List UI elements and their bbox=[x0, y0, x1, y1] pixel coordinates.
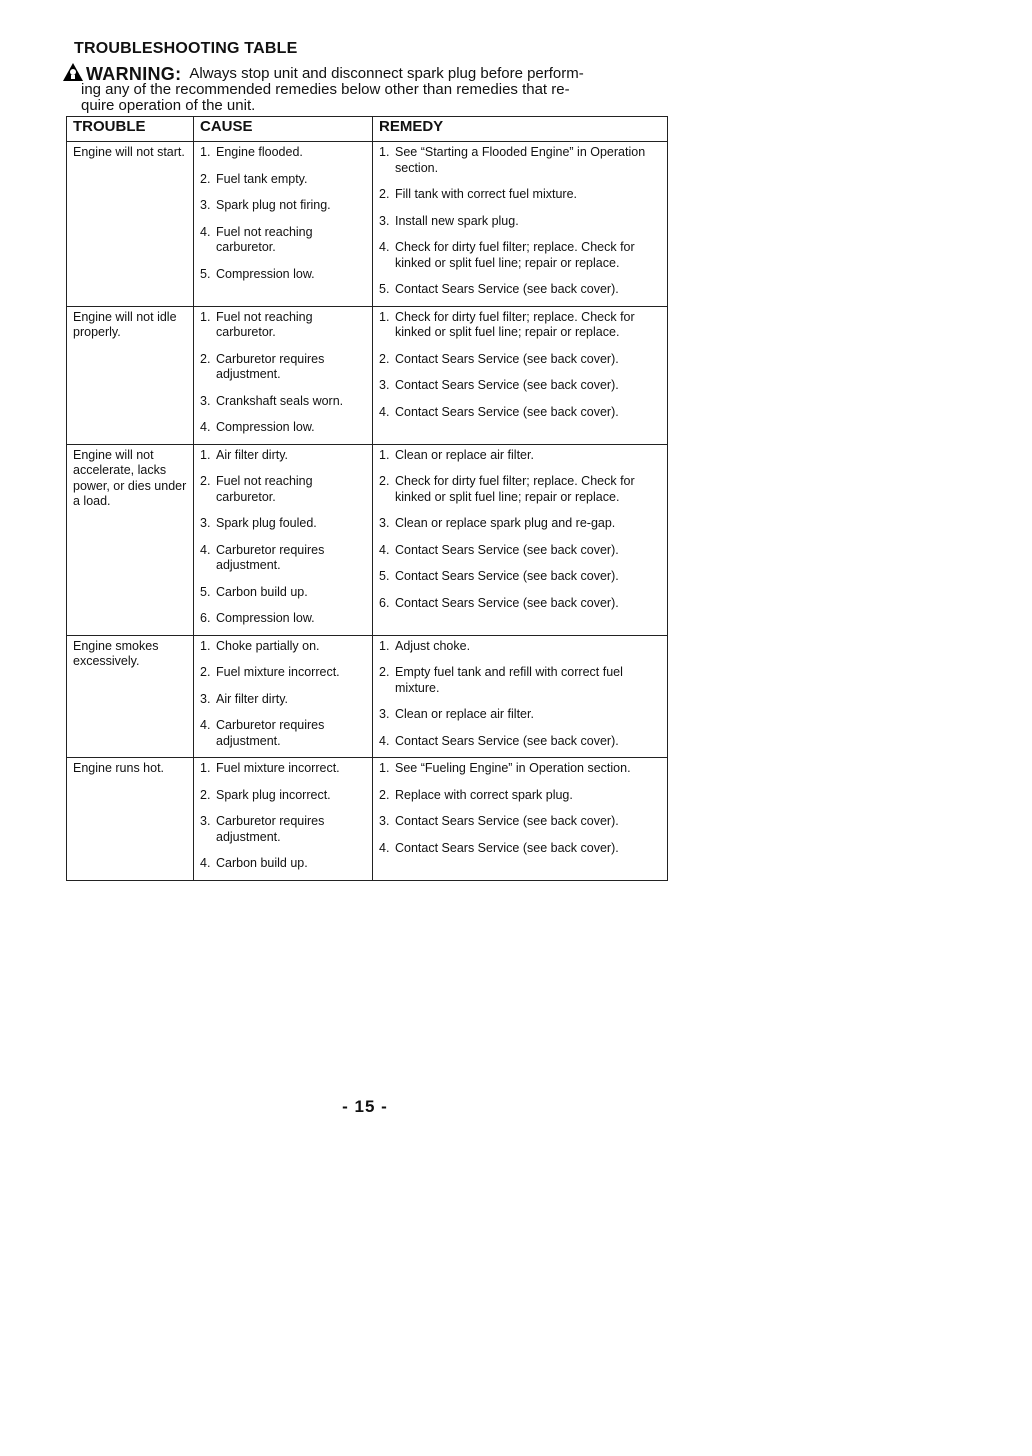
item-text: Empty fuel tank and refill with correct fuel mixture. bbox=[395, 665, 623, 695]
item-number: 1. bbox=[200, 145, 211, 159]
remedy-cell bbox=[373, 758, 668, 881]
warning-triangle-icon bbox=[62, 62, 84, 82]
item-number: 4. bbox=[379, 840, 390, 855]
item-number: 4. bbox=[200, 542, 211, 557]
item-text: Contact Sears Service (see back cover). bbox=[395, 378, 619, 392]
section-heading: TROUBLESHOOTING TABLE bbox=[74, 40, 298, 57]
item-number: 2. bbox=[200, 351, 211, 366]
item-text: Carburetor requires adjustment. bbox=[216, 814, 325, 844]
cause-item bbox=[200, 543, 366, 574]
cause-cell bbox=[194, 758, 373, 881]
item-number: 5. bbox=[200, 266, 211, 281]
item-text: Contact Sears Service (see back cover). bbox=[395, 542, 619, 557]
remedy-item bbox=[379, 788, 661, 804]
cause-item bbox=[200, 639, 366, 655]
item-text: Clean or replace spark plug and re-gap. bbox=[395, 516, 616, 530]
item-text: Compression low. bbox=[216, 420, 315, 434]
remedy-item bbox=[379, 187, 661, 203]
item-text: Choke partially on. bbox=[216, 638, 320, 653]
cause-item bbox=[200, 761, 366, 777]
remedy-item bbox=[379, 282, 661, 298]
remedy-item bbox=[379, 310, 661, 341]
cause-item bbox=[200, 267, 366, 283]
item-text: Replace with correct spark plug. bbox=[395, 787, 573, 802]
item-number: 3. bbox=[200, 691, 211, 706]
item-number: 2. bbox=[200, 171, 211, 186]
item-number: 3. bbox=[200, 198, 211, 212]
item-number: 1. bbox=[200, 761, 211, 775]
cause-cell bbox=[194, 635, 373, 758]
cause-item bbox=[200, 448, 366, 464]
item-number: 1. bbox=[379, 145, 390, 159]
remedy-item bbox=[379, 665, 661, 696]
item-text: Contact Sears Service (see back cover). bbox=[395, 351, 619, 366]
item-text: Contact Sears Service (see back cover). bbox=[395, 840, 619, 855]
item-text: Clean or replace air filter. bbox=[395, 447, 534, 462]
remedy-item bbox=[379, 761, 661, 777]
item-number: 3. bbox=[200, 393, 211, 408]
item-number: 2. bbox=[200, 474, 211, 488]
item-text: See “Starting a Flooded Engine” in Operation section. bbox=[395, 145, 646, 175]
cause-item bbox=[200, 474, 366, 505]
cause-item bbox=[200, 856, 366, 872]
item-number: 4. bbox=[379, 240, 390, 254]
remedy-item bbox=[379, 516, 661, 532]
item-number: 2. bbox=[379, 665, 390, 679]
item-text: Carburetor requires adjustment. bbox=[216, 542, 325, 572]
item-text: Contact Sears Service (see back cover). bbox=[395, 814, 619, 828]
item-number: 3. bbox=[379, 213, 390, 228]
item-text: Check for dirty fuel filter; replace. Check for kinked or split fuel line; repair or replace. bbox=[395, 240, 635, 270]
cause-item bbox=[200, 310, 366, 341]
remedy-item bbox=[379, 145, 661, 176]
cause-item bbox=[200, 420, 366, 436]
remedy-item bbox=[379, 474, 661, 505]
warning-text-line2: ing any of the recommended remedies below other than remedies that re- bbox=[81, 81, 570, 98]
item-text: Compression low. bbox=[216, 266, 315, 281]
header-cause: CAUSE bbox=[194, 117, 373, 142]
cause-item bbox=[200, 788, 366, 804]
remedy-cell bbox=[373, 306, 668, 444]
item-text: Clean or replace air filter. bbox=[395, 707, 534, 721]
item-text: Carbon build up. bbox=[216, 584, 308, 599]
trouble-cell: Engine will not idle properly. bbox=[67, 306, 194, 444]
troubleshooting-table bbox=[66, 116, 668, 881]
cause-item bbox=[200, 145, 366, 161]
item-text: Contact Sears Service (see back cover). bbox=[395, 569, 619, 583]
item-text: Adjust choke. bbox=[395, 638, 471, 653]
trouble-cell: Engine will not accelerate, lacks power, or dies under a load. bbox=[67, 444, 194, 635]
cause-cell bbox=[194, 444, 373, 635]
table-row bbox=[67, 635, 668, 758]
trouble-cell: Engine runs hot. bbox=[67, 758, 194, 881]
item-number: 4. bbox=[200, 420, 211, 434]
cause-item bbox=[200, 611, 366, 627]
remedy-cell bbox=[373, 444, 668, 635]
item-number: 3. bbox=[379, 814, 390, 828]
item-text: Air filter dirty. bbox=[216, 691, 288, 706]
warning-text-line1: Always stop unit and disconnect spark plug before perform- bbox=[189, 65, 584, 82]
item-text: Carbon build up. bbox=[216, 856, 308, 870]
item-text: Contact Sears Service (see back cover). bbox=[395, 282, 619, 296]
table-body bbox=[67, 142, 668, 881]
table-header-row bbox=[67, 117, 668, 142]
remedy-item bbox=[379, 639, 661, 655]
item-text: Contact Sears Service (see back cover). bbox=[395, 595, 619, 610]
item-text: Crankshaft seals worn. bbox=[216, 393, 344, 408]
item-number: 3. bbox=[200, 814, 211, 828]
cause-item bbox=[200, 394, 366, 410]
header-remedy: REMEDY bbox=[373, 117, 668, 142]
item-text: Fill tank with correct fuel mixture. bbox=[395, 187, 577, 201]
item-number: 5. bbox=[379, 282, 390, 296]
item-text: Fuel not reaching carburetor. bbox=[216, 309, 313, 339]
item-number: 1. bbox=[200, 309, 211, 324]
item-text: Spark plug not firing. bbox=[216, 198, 331, 212]
item-text: Compression low. bbox=[216, 611, 315, 625]
item-number: 3. bbox=[379, 516, 390, 530]
item-text: Spark plug incorrect. bbox=[216, 787, 331, 802]
cause-item bbox=[200, 172, 366, 188]
item-text: Air filter dirty. bbox=[216, 447, 288, 462]
item-number: 2. bbox=[379, 474, 390, 488]
item-number: 4. bbox=[200, 856, 211, 870]
item-text: Contact Sears Service (see back cover). bbox=[395, 404, 619, 419]
cause-item bbox=[200, 516, 366, 532]
item-text: Carburetor requires adjustment. bbox=[216, 351, 325, 381]
warning-label: WARNING: bbox=[86, 64, 182, 84]
remedy-cell bbox=[373, 142, 668, 307]
item-number: 4. bbox=[200, 718, 211, 732]
item-text: Fuel tank empty. bbox=[216, 171, 308, 186]
item-number: 3. bbox=[379, 378, 390, 392]
item-text: Install new spark plug. bbox=[395, 213, 519, 228]
table-row bbox=[67, 758, 668, 881]
warning-text-line3: quire operation of the unit. bbox=[81, 97, 256, 114]
item-text: See “Fueling Engine” in Operation section. bbox=[395, 761, 631, 775]
item-number: 1. bbox=[379, 309, 390, 324]
trouble-cell: Engine will not start. bbox=[67, 142, 194, 307]
item-number: 2. bbox=[200, 665, 211, 679]
cause-item bbox=[200, 585, 366, 601]
remedy-item bbox=[379, 405, 661, 421]
header-trouble: TROUBLE bbox=[67, 117, 194, 142]
remedy-item bbox=[379, 734, 661, 750]
cause-item bbox=[200, 198, 366, 214]
item-number: 1. bbox=[379, 761, 390, 775]
remedy-item bbox=[379, 448, 661, 464]
table-row bbox=[67, 444, 668, 635]
remedy-item bbox=[379, 596, 661, 612]
item-number: 1. bbox=[379, 447, 390, 462]
remedy-item bbox=[379, 214, 661, 230]
item-number: 5. bbox=[379, 569, 390, 583]
item-number: 3. bbox=[200, 516, 211, 530]
item-text: Fuel mixture incorrect. bbox=[216, 665, 340, 679]
item-number: 4. bbox=[200, 224, 211, 239]
item-number: 5. bbox=[200, 584, 211, 599]
cause-item bbox=[200, 225, 366, 256]
cause-cell bbox=[194, 306, 373, 444]
item-text: Spark plug fouled. bbox=[216, 516, 317, 530]
remedy-item bbox=[379, 841, 661, 857]
page-number: - 15 - bbox=[342, 1097, 388, 1116]
item-text: Carburetor requires adjustment. bbox=[216, 718, 325, 748]
item-number: 2. bbox=[379, 187, 390, 201]
item-number: 1. bbox=[200, 447, 211, 462]
remedy-item bbox=[379, 814, 661, 830]
item-number: 2. bbox=[379, 787, 390, 802]
cause-item bbox=[200, 692, 366, 708]
warning-notice bbox=[62, 62, 652, 114]
cause-item bbox=[200, 718, 366, 749]
item-number: 2. bbox=[379, 351, 390, 366]
cause-cell bbox=[194, 142, 373, 307]
cause-item bbox=[200, 665, 366, 681]
item-number: 6. bbox=[379, 595, 390, 610]
remedy-item bbox=[379, 707, 661, 723]
item-text: Check for dirty fuel filter; replace. Check for kinked or split fuel line; repair or replace. bbox=[395, 309, 635, 339]
table-row bbox=[67, 306, 668, 444]
item-number: 1. bbox=[379, 638, 390, 653]
item-text: Fuel not reaching carburetor. bbox=[216, 474, 313, 504]
item-text: Check for dirty fuel filter; replace. Check for kinked or split fuel line; repair or replace. bbox=[395, 474, 635, 504]
item-text: Fuel mixture incorrect. bbox=[216, 761, 340, 775]
item-number: 3. bbox=[379, 707, 390, 721]
item-number: 1. bbox=[200, 638, 211, 653]
item-number: 4. bbox=[379, 542, 390, 557]
item-number: 2. bbox=[200, 787, 211, 802]
table-row bbox=[67, 142, 668, 307]
remedy-item bbox=[379, 378, 661, 394]
remedy-item bbox=[379, 240, 661, 271]
item-text: Fuel not reaching carburetor. bbox=[216, 224, 313, 254]
cause-item bbox=[200, 814, 366, 845]
cause-item bbox=[200, 352, 366, 383]
item-text: Contact Sears Service (see back cover). bbox=[395, 733, 619, 748]
item-text: Engine flooded. bbox=[216, 145, 303, 159]
remedy-item bbox=[379, 352, 661, 368]
remedy-item bbox=[379, 543, 661, 559]
remedy-item bbox=[379, 569, 661, 585]
item-number: 6. bbox=[200, 611, 211, 625]
trouble-cell: Engine smokes excessively. bbox=[67, 635, 194, 758]
item-number: 4. bbox=[379, 404, 390, 419]
item-number: 4. bbox=[379, 733, 390, 748]
remedy-cell bbox=[373, 635, 668, 758]
